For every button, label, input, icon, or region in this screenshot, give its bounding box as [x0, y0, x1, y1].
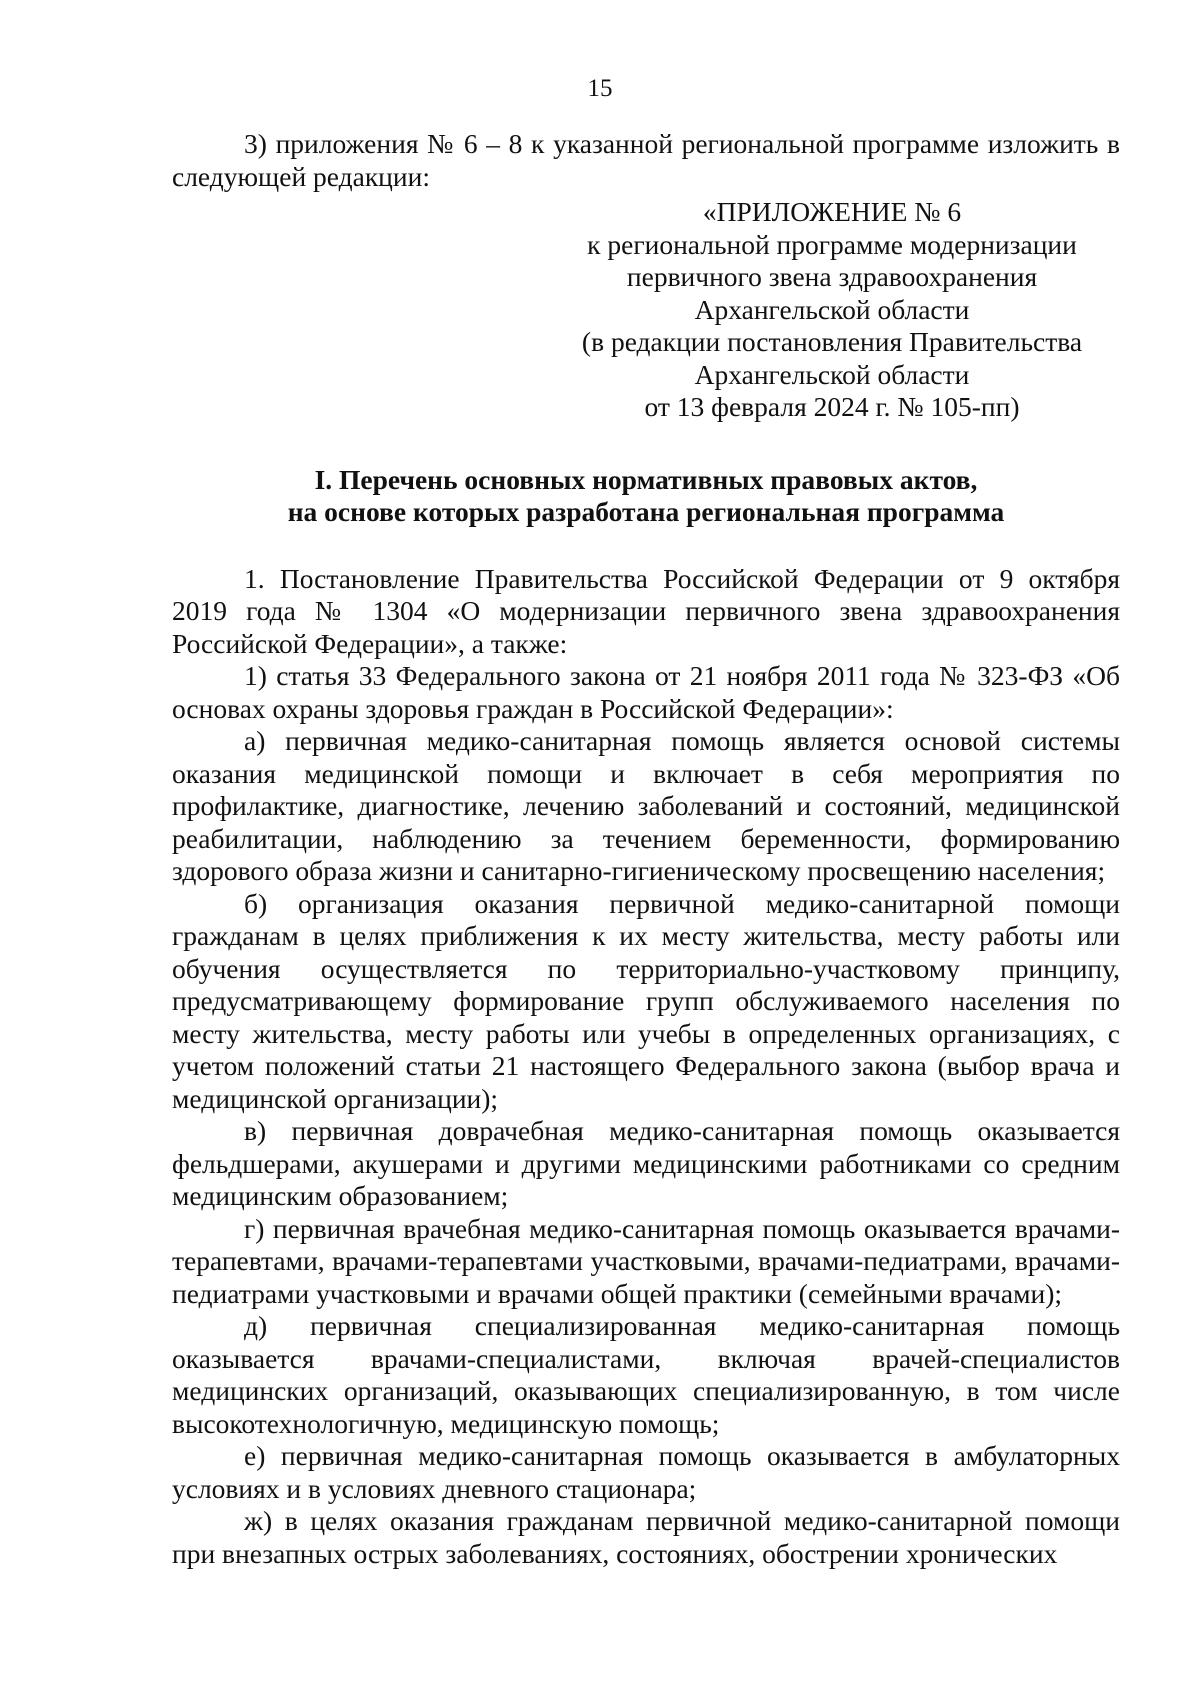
appendix-line-2: первичного звена здравоохранения [626, 261, 1038, 292]
appendix-heading [172, 196, 1120, 424]
paragraph-item-b: б) организация оказания первичной медико-санитарной помощи гражданам в целях приближения к их месту жительства, месту работы или обучения осуществляется по территориально-участковому принципу, предусматривающему формирование групп обслуживаемого населения по месту жительства, месту работы или учебы в определенных организациях, с учетом положений статьи 21 настоящего Федерального закона (выбор врача и медицинской организации); [172, 887, 1120, 1114]
document-body [172, 128, 1120, 1570]
section-title-line-2: на основе которых разработана региональная программа [287, 496, 1005, 527]
intro-paragraph: 3) приложения № 6 – 8 к указанной региональной программе изложить в следующей редакции: [172, 128, 1120, 192]
paragraph-item-v: в) первичная доврачебная медико-санитарная помощь оказывается фельдшерами, акушерами и другими медицинскими работниками со средним медицинским образованием; [172, 1115, 1120, 1211]
appendix-line-4: (в редакции постановления Правительства [581, 326, 1083, 357]
paragraph-item-e: е) первичная медико-санитарная помощь оказывается в амбулаторных условиях и в условиях дневного стационара; [172, 1440, 1120, 1504]
paragraph-1: 1. Постановление Правительства Российской Федерации от 9 октября 2019 года № 1304 «О модернизации первичного звена здравоохранения Российской Федерации», а также: [172, 562, 1120, 659]
paragraph-item-g: г) первичная врачебная медико-санитарная помощь оказывается врачами-терапевтами, врачами-терапевтами участковыми, врачами-педиатрами, врачами-педиатрами участковыми и врачами общей практики (семейными врачами); [172, 1212, 1120, 1309]
paragraph-item-a: а) первичная медико-санитарная помощь является основой системы оказания медицинской помощи и включает в себя мероприятия по профилактике, диагностике, лечению заболеваний и состояний, медицинской реабилитации, наблюдению за течением беременности, формированию здорового образа жизни и санитарно-гигиеническому просвещению населения; [172, 725, 1120, 886]
section-title [172, 464, 1120, 529]
appendix-line-5: Архангельской области [694, 358, 970, 390]
paragraph-1-1: 1) статья 33 Федерального закона от 21 ноября 2011 года № 323-ФЗ «Об основах охраны здоровья граждан в Российской Федерации»: [172, 660, 1120, 724]
page-number: 15 [587, 75, 613, 102]
appendix-line-1: к региональной программе модернизации [587, 228, 1077, 260]
appendix-line-6: от 13 февраля 2024 г. № 105-пп) [644, 391, 1020, 422]
appendix-title: «ПРИЛОЖЕНИЕ № 6 [702, 196, 962, 227]
paragraph-item-d: д) первичная специализированная медико-санитарная помощь оказывается врачами-специалистами, включая врачей-специалистов медицинских организаций, оказывающих специализированную, в том числе высокотехнологичную, медицинскую помощь; [172, 1310, 1120, 1439]
paragraph-item-zh: ж) в целях оказания гражданам первичной медико-санитарной помощи при внезапных острых заболеваниях, состояниях, обострении хронических [172, 1505, 1120, 1569]
section-title-line-1: I. Перечень основных нормативных правовых актов, [314, 463, 978, 495]
appendix-line-3: Архангельской области [694, 293, 970, 325]
